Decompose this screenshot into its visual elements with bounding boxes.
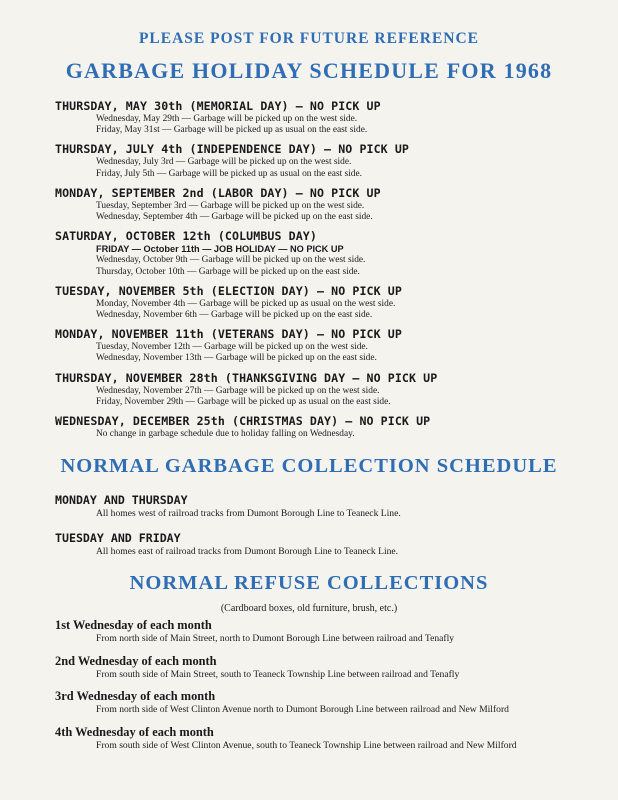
holiday-note: Wednesday, September 4th — Garbage will be picked up on the east side. [96,212,373,223]
holiday-note: Friday, November 29th — Garbage will be picked up as usual on the east side. [96,396,391,407]
holiday-note: Wednesday, October 9th — Garbage will be picked up on the west side. [96,255,366,266]
holiday-item [55,228,595,278]
refuse-heading: 3rd Wednesday of each month [55,689,216,703]
holiday-note: Wednesday, May 29th — Garbage will be picked up on the west side. [96,114,358,124]
refuse-note: From north side of West Clinton Avenue north to Dumont Borough Line between railroad and New Milford [96,704,509,715]
garbage-schedule-note: All homes west of railroad tracks from Dumont Borough Line to Teaneck Line. [96,508,401,519]
garbage-schedule-note: All homes east of railroad tracks from Dumont Borough Line to Teaneck Line. [96,546,399,557]
refuse-item [55,688,595,716]
holiday-item [55,326,595,364]
holiday-heading: THURSDAY, MAY 30th (MEMORIAL DAY) — NO PICK UP [55,99,381,113]
refuse-note: From north side of Main Street, north to Dumont Borough Line between railroad and Tenafly [96,633,455,644]
holiday-note: Wednesday, July 3rd — Garbage will be picked up on the west side. [96,157,352,168]
holiday-item [55,141,595,179]
holiday-heading: MONDAY, SEPTEMBER 2nd (LABOR DAY) — NO PICK UP [55,185,381,200]
holiday-note: No change in garbage schedule due to holiday falling on Wednesday. [96,429,355,440]
holiday-note: Wednesday, November 13th — Garbage will be picked up on the east side. [96,353,377,364]
holiday-item [55,283,595,321]
holiday-heading: SATURDAY, OCTOBER 12th (COLUMBUS DAY) [55,229,317,244]
refuse-schedule-list [55,617,595,759]
holiday-heading: THURSDAY, JULY 4th (INDEPENDENCE DAY) — NO PICK UP [55,142,410,157]
refuse-subtitle: (Cardboard boxes, old furniture, brush, etc.) [220,603,398,614]
normal-garbage-title: NORMAL GARBAGE COLLECTION SCHEDULE [60,455,558,477]
holiday-note: Friday, July 5th — Garbage will be picked up as usual on the east side. [96,168,363,179]
holiday-heading: TUESDAY, NOVEMBER 5th (ELECTION DAY) — NO PICK UP [55,283,402,298]
holiday-heading: THURSDAY, NOVEMBER 28th (THANKSGIVING DAY — NO PICK UP [55,370,438,385]
refuse-note: From south side of Main Street, south to Teaneck Township Line between railroad and Tenafly [96,668,460,680]
holiday-note: Tuesday, September 3rd — Garbage will be picked up on the west side. [96,200,365,211]
page-title: GARBAGE HOLIDAY SCHEDULE FOR 1968 [65,58,553,83]
holiday-job-note: FRIDAY — October 11th — JOB HOLIDAY — NO PICK UP [96,244,344,255]
post-notice: PLEASE POST FOR FUTURE REFERENCE [138,30,480,47]
holiday-item [55,185,595,223]
holiday-note: Monday, November 4th — Garbage will be picked up as usual on the west side. [96,298,396,309]
garbage-schedule-item [55,530,595,558]
refuse-item [55,653,595,681]
garbage-schedule-list [55,492,595,558]
refuse-item [55,617,595,645]
holiday-heading: MONDAY, NOVEMBER 11th (VETERANS DAY) — NO PICK UP [55,327,402,342]
refuse-note: From south side of West Clinton Avenue, south to Teaneck Township Line between railroad and New Milford [96,739,517,751]
refuse-heading: 2nd Wednesday of each month [55,653,217,668]
garbage-schedule-heading: MONDAY AND THURSDAY [55,493,188,507]
holiday-note: Thursday, October 10th — Garbage will be picked up on the east side. [96,266,360,277]
normal-refuse-title: NORMAL REFUSE COLLECTIONS [129,572,489,594]
holiday-note: Friday, May 31st — Garbage will be picked up as usual on the east side. [96,125,368,136]
holiday-item [55,370,595,408]
holiday-item [55,413,595,440]
refuse-item [55,724,595,752]
refuse-heading: 4th Wednesday of each month [55,724,214,739]
holiday-note: Wednesday, November 27th — Garbage will be picked up on the west side. [96,385,380,396]
holiday-note: Tuesday, November 12th — Garbage will be picked up on the west side. [96,342,368,353]
garbage-schedule-heading: TUESDAY AND FRIDAY [55,531,181,545]
holiday-heading: WEDNESDAY, DECEMBER 25th (CHRISTMAS DAY) — NO PICK UP [55,414,431,429]
holiday-item [55,98,595,136]
garbage-schedule-item [55,492,595,520]
refuse-heading: 1st Wednesday of each month [55,618,212,632]
holiday-list [55,98,595,445]
holiday-note: Wednesday, November 6th — Garbage will be picked up on the east side. [96,310,373,321]
